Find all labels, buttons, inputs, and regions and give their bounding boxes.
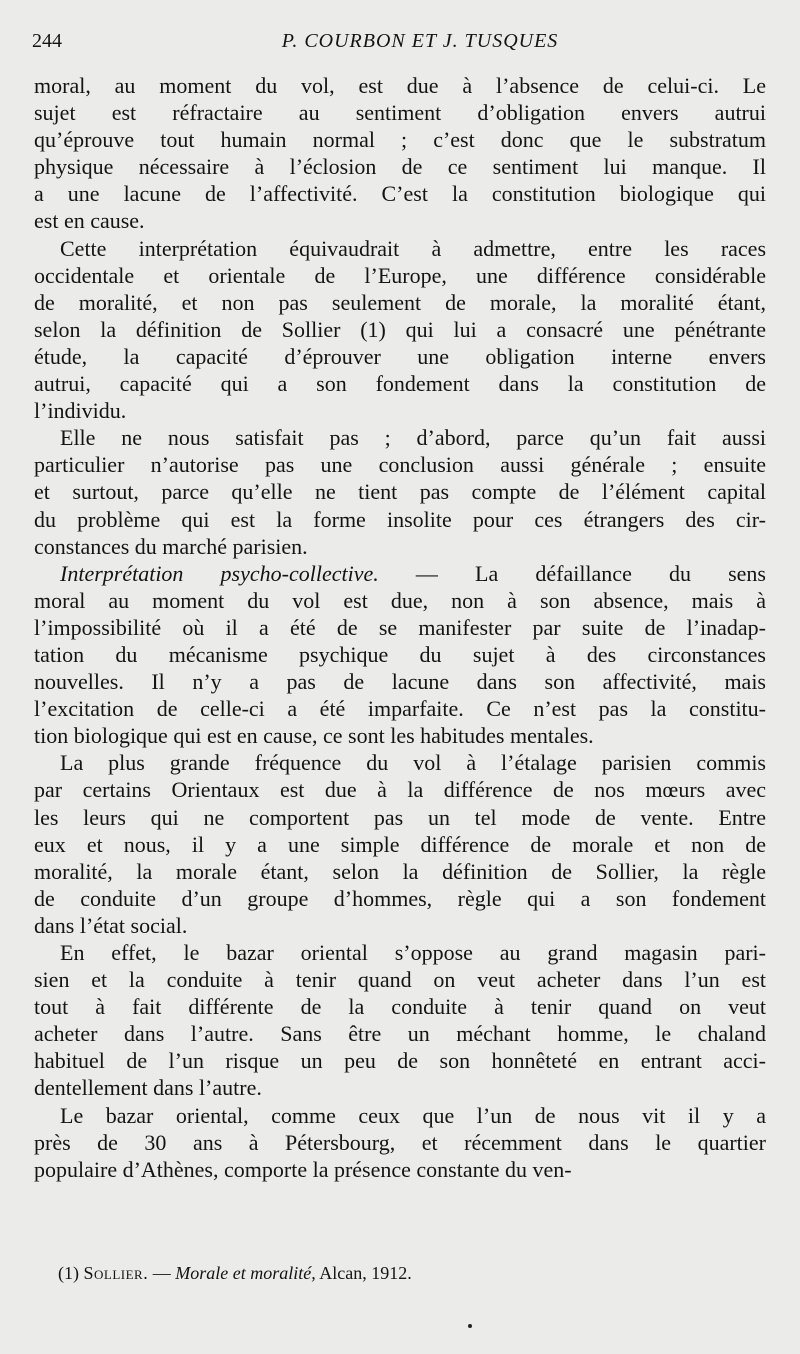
text-line: selon la définition de Sollier (1) qui lui a consacré une pénétrante: [34, 316, 766, 342]
text-line: moral au moment du vol est due, non à son absence, mais à: [34, 587, 766, 613]
text-line: acheter dans l’autre. Sans être un méchant homme, le chaland: [34, 1021, 766, 1047]
paragraph: [34, 1102, 766, 1183]
text-line: nouvelles. Il n’y a pas de lacune dans son affectivité, mais: [34, 669, 766, 695]
footnote-marker: (1): [58, 1263, 79, 1283]
text-line: habituel de l’un risque un peu de son honnêteté en entrant acci-: [34, 1048, 766, 1074]
text-line: près de 30 ans à Pétersbourg, et récemment dans le quartier: [34, 1129, 766, 1155]
page-header: [32, 30, 768, 60]
paragraph: [34, 749, 766, 939]
text-line: constances du marché parisien.: [34, 533, 308, 559]
text-line: par certains Orientaux est due à la différence de nos mœurs avec: [34, 777, 766, 803]
italic-heading: Interprétation psycho-collective.: [60, 560, 379, 586]
text-line: l’excitation de celle-ci a été imparfaite. Ce n’est pas la constitu-: [34, 696, 766, 722]
text-line: [34, 560, 766, 587]
text-line: tion biologique qui est en cause, ce sont les habitudes mentales.: [34, 723, 594, 749]
text-line: moral, au moment du vol, est due à l’absence de celui-ci. Le: [34, 73, 766, 98]
text-line: étude, la capacité d’éprouver une obligation interne envers: [34, 343, 766, 369]
text-line: sien et la conduite à tenir quand on veut acheter dans l’un est: [34, 967, 766, 993]
paragraph: [34, 424, 766, 559]
text-line: Elle ne nous satisfait pas ; d’abord, parce qu’un fait aussi: [60, 425, 766, 451]
text-line: tout à fait différente de la conduite à tenir quand on veut: [34, 994, 766, 1020]
text-line: dans l’état social.: [34, 912, 188, 938]
running-head: P. COURBON ET J. TUSQUES: [281, 30, 559, 52]
text-line: Le bazar oriental, comme ceux que l’un de nous vit il y a: [60, 1102, 766, 1128]
text-line: populaire d’Athènes, comporte la présence constante du ven-: [34, 1156, 572, 1182]
paragraph: [34, 235, 766, 425]
text-line: occidentale et orientale de l’Europe, une différence considérable: [34, 262, 766, 288]
paragraph: [34, 560, 766, 750]
page-number: 244: [32, 30, 62, 52]
text-line: du problème qui est la forme insolite pour ces étrangers des cir-: [34, 506, 766, 532]
paragraph: [34, 939, 766, 1102]
paragraph: [34, 72, 766, 235]
text-line: qu’éprouve tout humain normal ; c’est donc que le substratum: [34, 127, 766, 153]
text-line: et surtout, parce qu’elle ne tient pas compte de l’élément capital: [34, 479, 766, 505]
text-line: de conduite d’un groupe d’hommes, règle qui a son fondement: [34, 885, 766, 911]
body-text: [34, 72, 766, 1183]
footnote-dash: —: [148, 1263, 176, 1283]
text-line: En effet, le bazar oriental s’oppose au grand magasin pari-: [60, 940, 766, 965]
footnote-title: Morale et moralité,: [175, 1263, 316, 1283]
text-line: a une lacune de l’affectivité. C’est la constitution biologique qui: [34, 181, 766, 207]
text-line: La plus grande fréquence du vol à l’étalage parisien commis: [60, 750, 766, 776]
text-line: eux et nous, il y a une simple différence de morale et non de: [34, 831, 766, 857]
text-line: physique nécessaire à l’éclosion de ce sentiment lui manque. Il: [34, 154, 766, 180]
footnote-rest: Alcan, 1912.: [315, 1263, 412, 1283]
text-line-rest: — La défaillance du sens: [378, 560, 766, 586]
text-line: autrui, capacité qui a son fondement dans la constitution de: [34, 371, 766, 397]
text-line: moralité, la morale étant, selon la définition de Sollier, la règle: [34, 858, 766, 884]
text-line: Cette interprétation équivaudrait à admettre, entre les races: [60, 235, 766, 261]
text-line: l’impossibilité où il a été de se manifester par suite de l’inadap-: [34, 614, 766, 640]
text-line: est en cause.: [34, 208, 145, 234]
text-line: les leurs qui ne comportent pas un tel mode de vente. Entre: [34, 804, 766, 830]
text-line: l’individu.: [34, 398, 127, 424]
text-line: particulier n’autorise pas une conclusion aussi générale ; ensuite: [34, 452, 766, 478]
text-line: de moralité, et non pas seulement de morale, la moralité étant,: [34, 289, 766, 315]
text-line: dentellement dans l’autre.: [34, 1075, 262, 1101]
text-line: tation du mécanisme psychique du sujet à des circonstances: [34, 641, 766, 667]
footnote-author: Sollier.: [83, 1263, 149, 1283]
text-line: sujet est réfractaire au sentiment d’obligation envers autrui: [34, 100, 766, 126]
stray-dot-mark: [468, 1324, 472, 1328]
footnote: [58, 1263, 412, 1284]
